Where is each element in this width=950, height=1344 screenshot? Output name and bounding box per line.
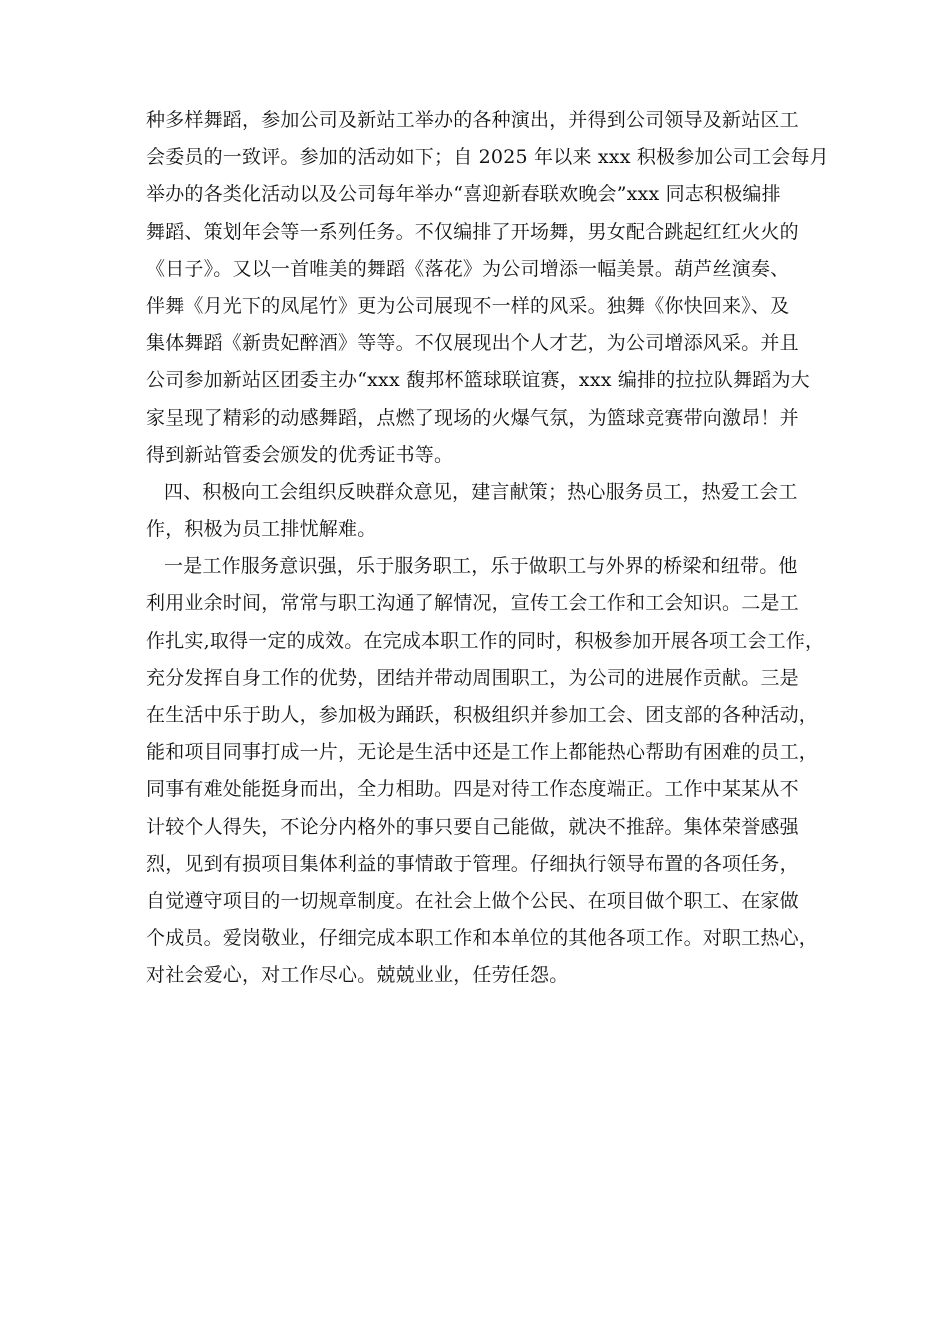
text-line: 会委员的一致评。参加的活动如下；自 2025 年以来 xxx 积极参加公司工会每月 bbox=[146, 146, 829, 169]
text-line: 集体舞蹈《新贵妃醉酒》等等。不仅展现出个人才艺，为公司增添风采。并且 bbox=[146, 332, 799, 355]
text-line: 伴舞《月光下的凤尾竹》更为公司展现不一样的风采。独舞《你快回来》、及 bbox=[146, 294, 790, 317]
text-line: 《日子》。又以一首唯美的舞蹈《落花》为公司增添一幅美景。葫芦丝演奏、 bbox=[146, 257, 790, 280]
text-line: 在生活中乐于助人，参加极为踊跃，积极组织并参加工会、团支部的各种活动， bbox=[146, 704, 819, 726]
text-line: 舞蹈、策划年会等一系列任务。不仅编排了开场舞，男女配合跳起红红火火的 bbox=[146, 220, 799, 243]
text-line: 能和项目同事打成一片，无论是生活中还是工作上都能热心帮助有困难的员工， bbox=[146, 741, 819, 764]
text-line: 公司参加新站区团委主办“xxx 馥邦杯篮球联谊赛，xxx 编排的拉拉队舞蹈为大 bbox=[146, 369, 810, 392]
paragraph-activities bbox=[146, 102, 829, 474]
section-heading-four bbox=[146, 474, 816, 548]
text-line: 计较个人得失，不论分内格外的事只要自己能做，就决不推辞。集体荣誉感强 bbox=[146, 815, 799, 838]
text-line: 举办的各类化活动以及公司每年举办“喜迎新春联欢晚会”xxx 同志积极编排 bbox=[146, 183, 781, 206]
text-line: 个成员。爱岗敬业，仔细完成本职工作和本单位的其他各项工作。对职工热心， bbox=[146, 927, 819, 950]
text-line: 作，积极为员工排忧解难。 bbox=[146, 518, 377, 541]
text-line: 家呈现了精彩的动感舞蹈，点燃了现场的火爆气氛，为篮球竞赛带向激昂！并 bbox=[146, 406, 799, 429]
paragraph-service bbox=[146, 548, 825, 994]
text-line: 种多样舞蹈，参加公司及新站工举办的各种演出，并得到公司领导及新站区工 bbox=[146, 109, 799, 131]
text-line: 充分发挥自身工作的优势，团结并带动周围职工，为公司的进展作贡献。三是 bbox=[146, 666, 799, 689]
text-line: 得到新站管委会颁发的优秀证书等。 bbox=[146, 443, 454, 466]
text-line: 利用业余时间，常常与职工沟通了解情况，宣传工会工作和工会知识。二是工 bbox=[146, 592, 799, 615]
text-line: 一是工作服务意识强，乐于服务职工，乐于做职工与外界的桥梁和纽带。他 bbox=[164, 555, 798, 578]
text-line: 烈，见到有损项目集体利益的事情敢于管理。仔细执行领导布置的各项任务， bbox=[146, 852, 799, 875]
text-line: 同事有难处能挺身而出，全力相助。四是对待工作态度端正。工作中某某从不 bbox=[146, 778, 799, 801]
text-line: 四、积极向工会组织反映群众意见，建言献策；热心服务员工，热爱工会工 bbox=[164, 480, 798, 503]
text-line: 作扎实,取得一定的成效。在完成本职工作的同时，积极参加开展各项工会工作， bbox=[146, 629, 825, 652]
text-line: 对社会爱心，对工作尽心。兢兢业业，任劳任怨。 bbox=[146, 964, 569, 987]
text-line: 自觉遵守项目的一切规章制度。在社会上做个公民、在项目做个职工、在家做 bbox=[146, 889, 799, 912]
document-body bbox=[146, 102, 829, 995]
